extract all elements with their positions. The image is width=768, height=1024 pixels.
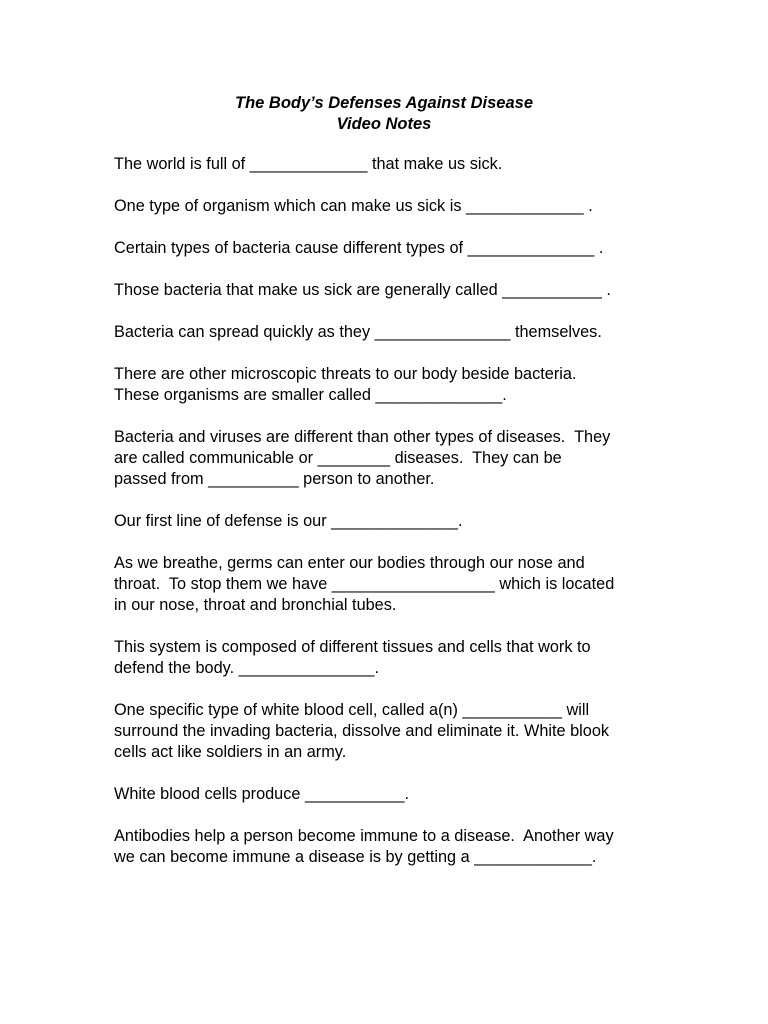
worksheet-title bbox=[0, 93, 768, 135]
title-line-2: Video Notes bbox=[336, 115, 432, 133]
worksheet-questions bbox=[114, 154, 674, 889]
question-12: White blood cells produce ___________. bbox=[114, 785, 410, 803]
title-line-1: The Body’s Defenses Against Disease bbox=[234, 94, 534, 112]
question-2: One type of organism which can make us sick is _____________ . bbox=[114, 197, 593, 215]
question-10: This system is composed of different tissues and cells that work to defend the body. _______________. bbox=[114, 638, 591, 677]
question-6: There are other microscopic threats to our body beside bacteria. These organisms are smaller called ______________. bbox=[114, 365, 577, 404]
question-3: Certain types of bacteria cause different types of ______________ . bbox=[114, 239, 604, 257]
question-4: Those bacteria that make us sick are generally called ___________ . bbox=[114, 281, 611, 299]
question-7: Bacteria and viruses are different than other types of diseases. They are called communicable or ________ diseases. They can be passed from __________ person to another. bbox=[114, 428, 611, 488]
question-13: Antibodies help a person become immune to a disease. Another way we can become immune a disease is by getting a _____________. bbox=[114, 827, 614, 866]
question-9: As we breathe, germs can enter our bodies through our nose and throat. To stop them we have __________________ which is located in our nose, throat and bronchial tubes. bbox=[114, 554, 615, 614]
question-8: Our first line of defense is our ______________. bbox=[114, 512, 463, 530]
question-11: One specific type of white blood cell, called a(n) ___________ will surround the invading bacteria, dissolve and eliminate it. White blook cells act like soldiers in an army. bbox=[114, 701, 610, 761]
question-5: Bacteria can spread quickly as they _______________ themselves. bbox=[114, 323, 602, 341]
question-1: The world is full of _____________ that make us sick. bbox=[114, 155, 503, 173]
